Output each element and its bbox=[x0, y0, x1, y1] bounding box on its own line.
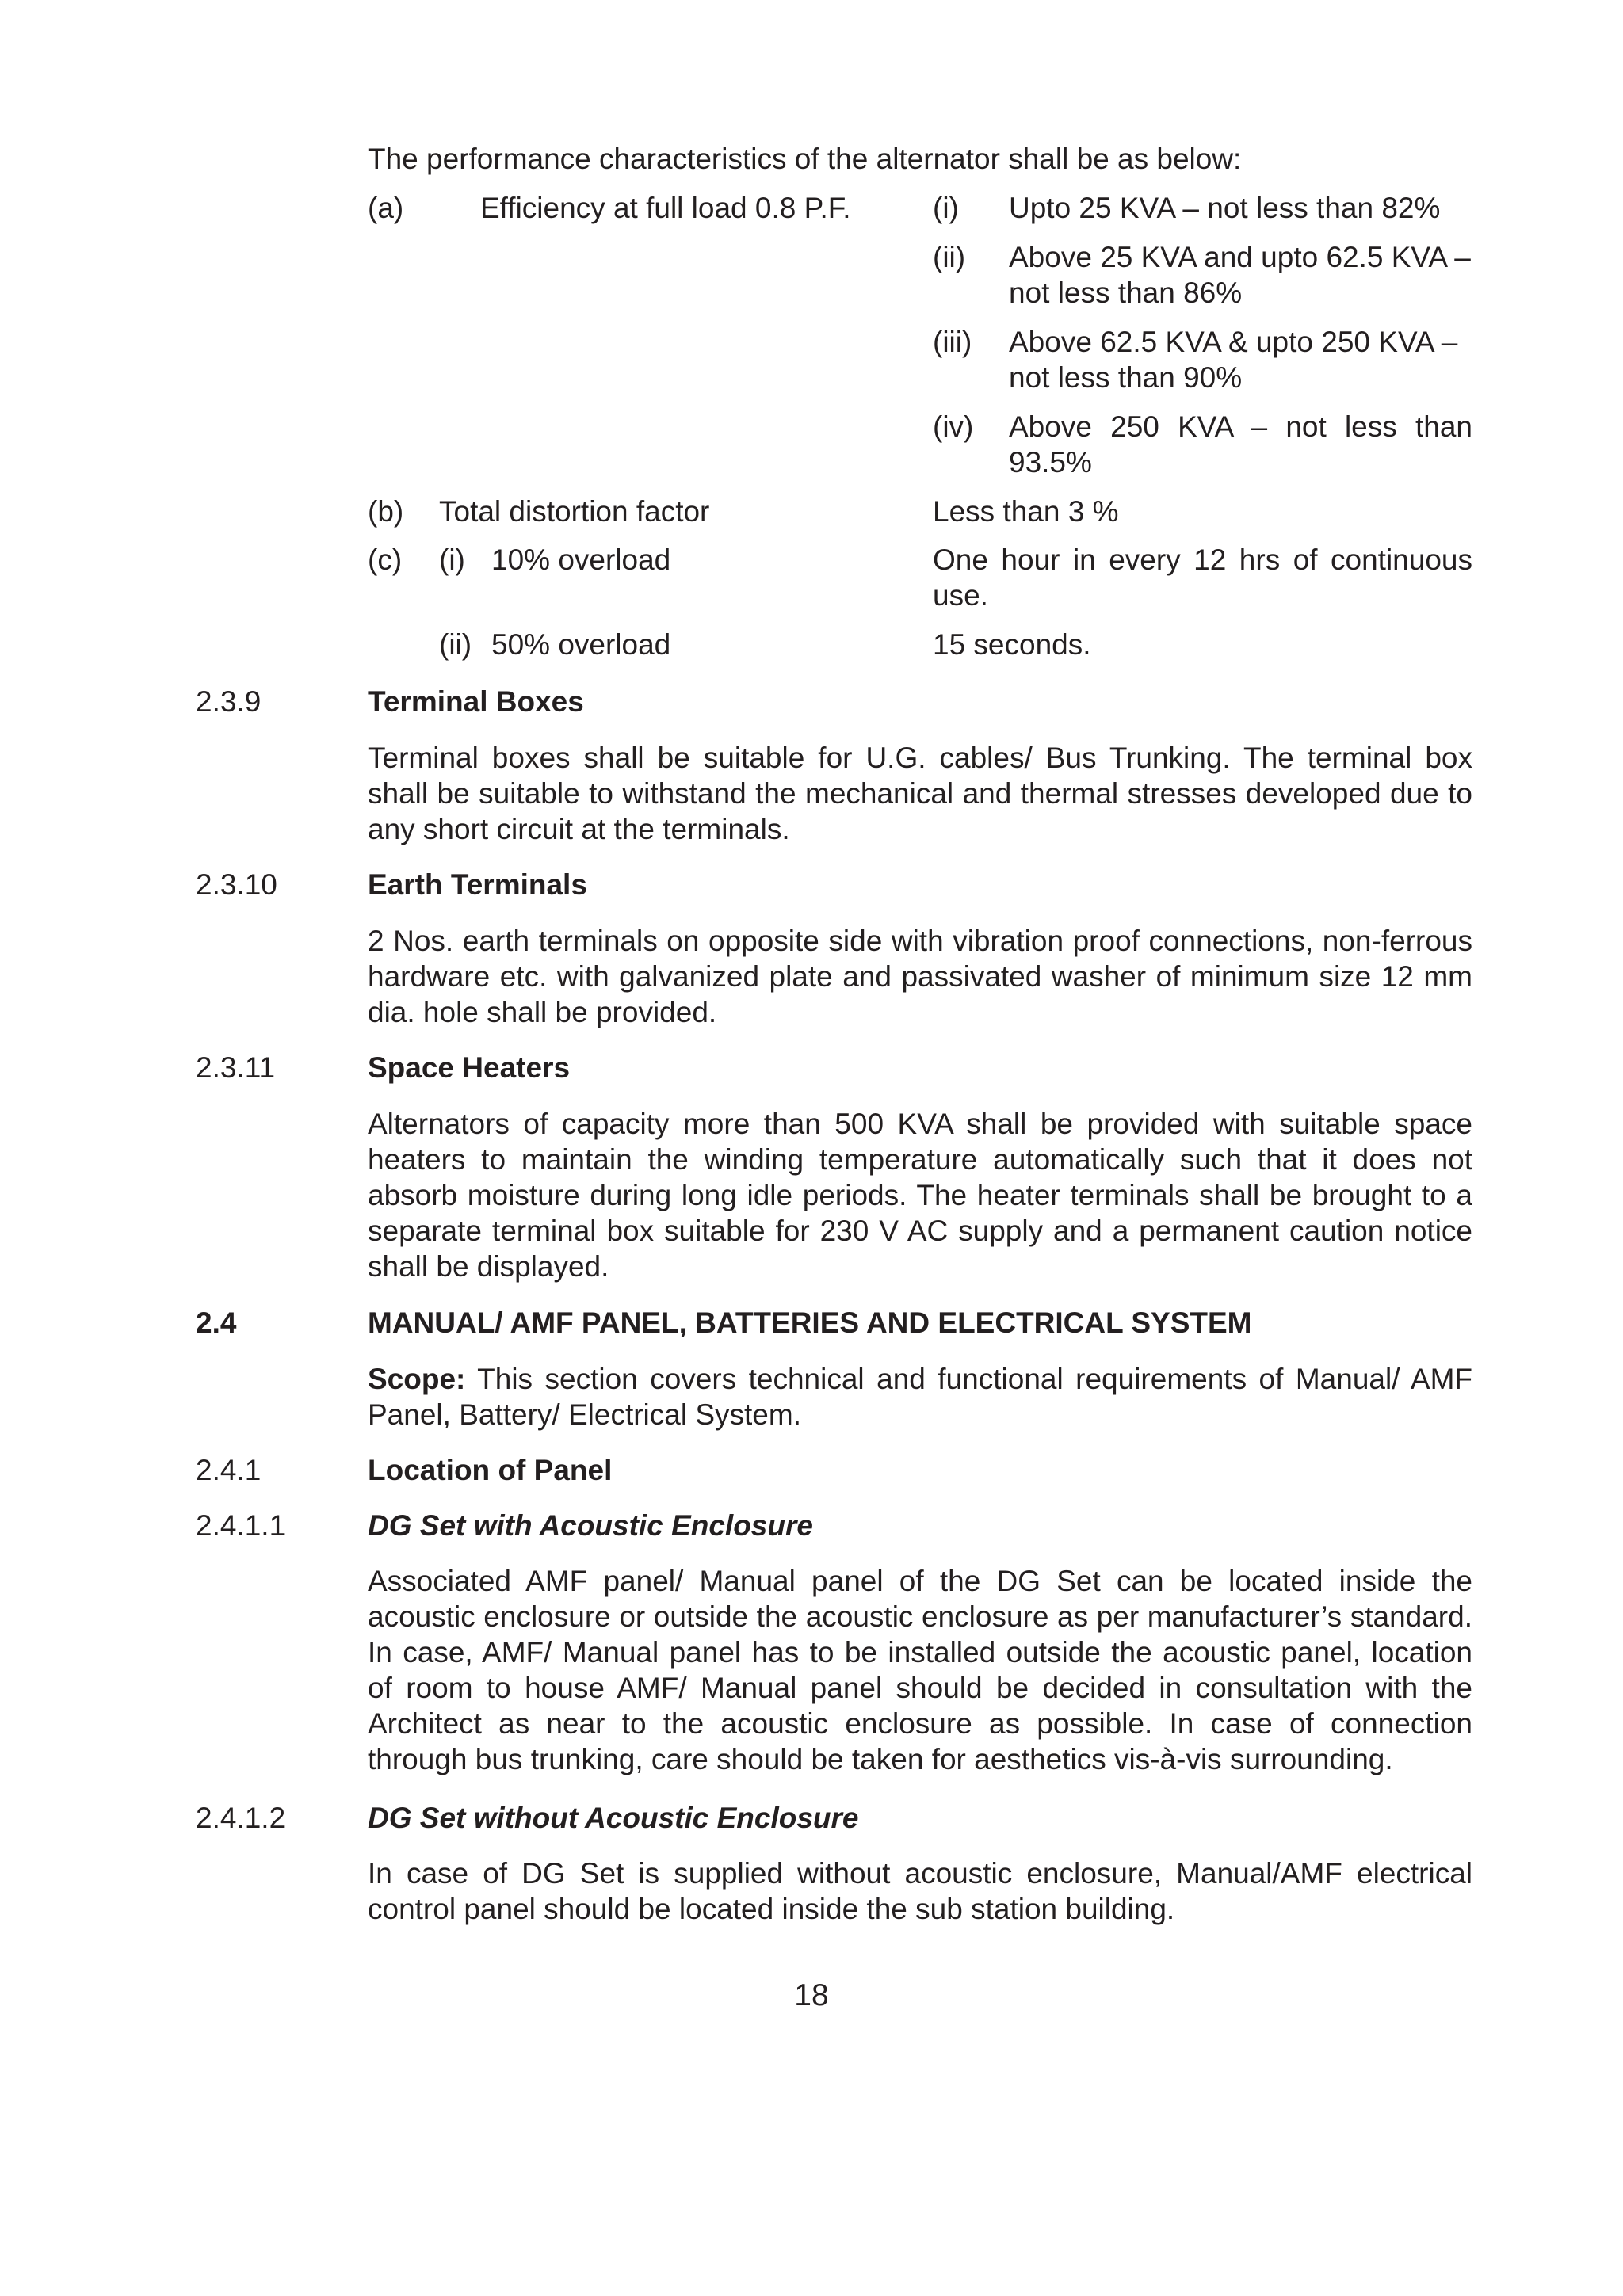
scope-text: This section covers technical and functional requirements of Manual/ AMF Panel, Battery/ Electrical System. bbox=[368, 1363, 1472, 1431]
item-a-iv-label: (iv) bbox=[933, 410, 974, 443]
section-number: 2.4.1.1 bbox=[196, 1509, 286, 1542]
item-a-i-text: Upto 25 KVA – not less than 82% bbox=[1009, 192, 1441, 224]
section-number: 2.4 bbox=[196, 1306, 237, 1339]
section-heading: Location of Panel bbox=[368, 1454, 613, 1486]
item-c-i-label: (i) bbox=[439, 543, 465, 576]
section-number: 2.3.9 bbox=[196, 685, 262, 718]
item-c-ii-value: 15 seconds. bbox=[933, 628, 1091, 661]
item-c-ii-description: 50% overload bbox=[491, 628, 671, 661]
item-a-label: (a) bbox=[368, 192, 404, 224]
section-heading: Earth Terminals bbox=[368, 868, 587, 901]
item-a-iv-text: Above 250 KVA – not less than 93.5% bbox=[1009, 410, 1472, 479]
item-a-ii-text: Above 25 KVA and upto 62.5 KVA – not less than 86% bbox=[1009, 241, 1471, 309]
section-body: Associated AMF panel/ Manual panel of the DG Set can be located inside the acoustic enclosure or outside the acoustic enclosure as per manufacturer’s standard. In case, AMF/ Manual panel has to be installed outside the acoustic panel, location of room to house AMF/ Manual panel should be decided in consultation with the Architect as near to the acoustic enclosure as possible. In case of connection through bus trunking, care should be taken for aesthetics vis-à-vis surrounding. bbox=[368, 1565, 1472, 1775]
scope-paragraph bbox=[368, 1361, 1472, 1432]
section-number: 2.3.11 bbox=[196, 1051, 276, 1084]
section-body: Terminal boxes shall be suitable for U.G. cables/ Bus Trunking. The terminal box shall be suitable to withstand the mechanical and thermal stresses developed due to any short circuit at the terminals. bbox=[368, 742, 1472, 845]
section-number: 2.4.1.2 bbox=[196, 1802, 286, 1834]
item-c-i-value: One hour in every 12 hrs of continuous use. bbox=[933, 543, 1472, 612]
section-body: Alternators of capacity more than 500 KVA shall be provided with suitable space heaters to maintain the winding temperature automatically such that it does not absorb moisture during long idle periods. The heater terminals shall be brought to a separate terminal box suitable for 230 V AC supply and a permanent caution notice shall be displayed. bbox=[368, 1108, 1472, 1283]
section-heading: MANUAL/ AMF PANEL, BATTERIES AND ELECTRICAL SYSTEM bbox=[368, 1306, 1252, 1339]
item-a-iii-label: (iii) bbox=[933, 326, 972, 358]
section-number: 2.3.10 bbox=[196, 868, 277, 901]
item-a-description: Efficiency at full load 0.8 P.F. bbox=[480, 192, 851, 224]
intro-text: The performance characteristics of the alternator shall be as below: bbox=[368, 143, 1242, 175]
item-a-i-label: (i) bbox=[933, 192, 959, 224]
item-a-ii-label: (ii) bbox=[933, 241, 966, 273]
item-b-label: (b) bbox=[368, 495, 404, 528]
section-number: 2.4.1 bbox=[196, 1454, 262, 1486]
page-number: 18 bbox=[794, 1978, 829, 2012]
item-c-i-description: 10% overload bbox=[491, 543, 671, 576]
scope-label: Scope: bbox=[368, 1363, 466, 1395]
item-b-value: Less than 3 % bbox=[933, 495, 1119, 528]
section-heading: DG Set with Acoustic Enclosure bbox=[368, 1509, 813, 1542]
section-body: 2 Nos. earth terminals on opposite side with vibration proof connections, non-ferrous hardware etc. with galvanized plate and passivated washer of minimum size 12 mm dia. hole shall be provided. bbox=[368, 925, 1472, 1028]
item-a-iii-text: Above 62.5 KVA & upto 250 KVA – not less than 90% bbox=[1009, 326, 1458, 394]
section-body: In case of DG Set is supplied without acoustic enclosure, Manual/AMF electrical control panel should be located inside the sub station building. bbox=[368, 1857, 1472, 1925]
item-b-description: Total distortion factor bbox=[439, 495, 710, 528]
section-heading: Terminal Boxes bbox=[368, 685, 584, 718]
item-c-ii-label: (ii) bbox=[439, 628, 472, 661]
section-heading: Space Heaters bbox=[368, 1051, 571, 1084]
item-c-label: (c) bbox=[368, 543, 403, 576]
section-heading: DG Set without Acoustic Enclosure bbox=[368, 1802, 859, 1834]
